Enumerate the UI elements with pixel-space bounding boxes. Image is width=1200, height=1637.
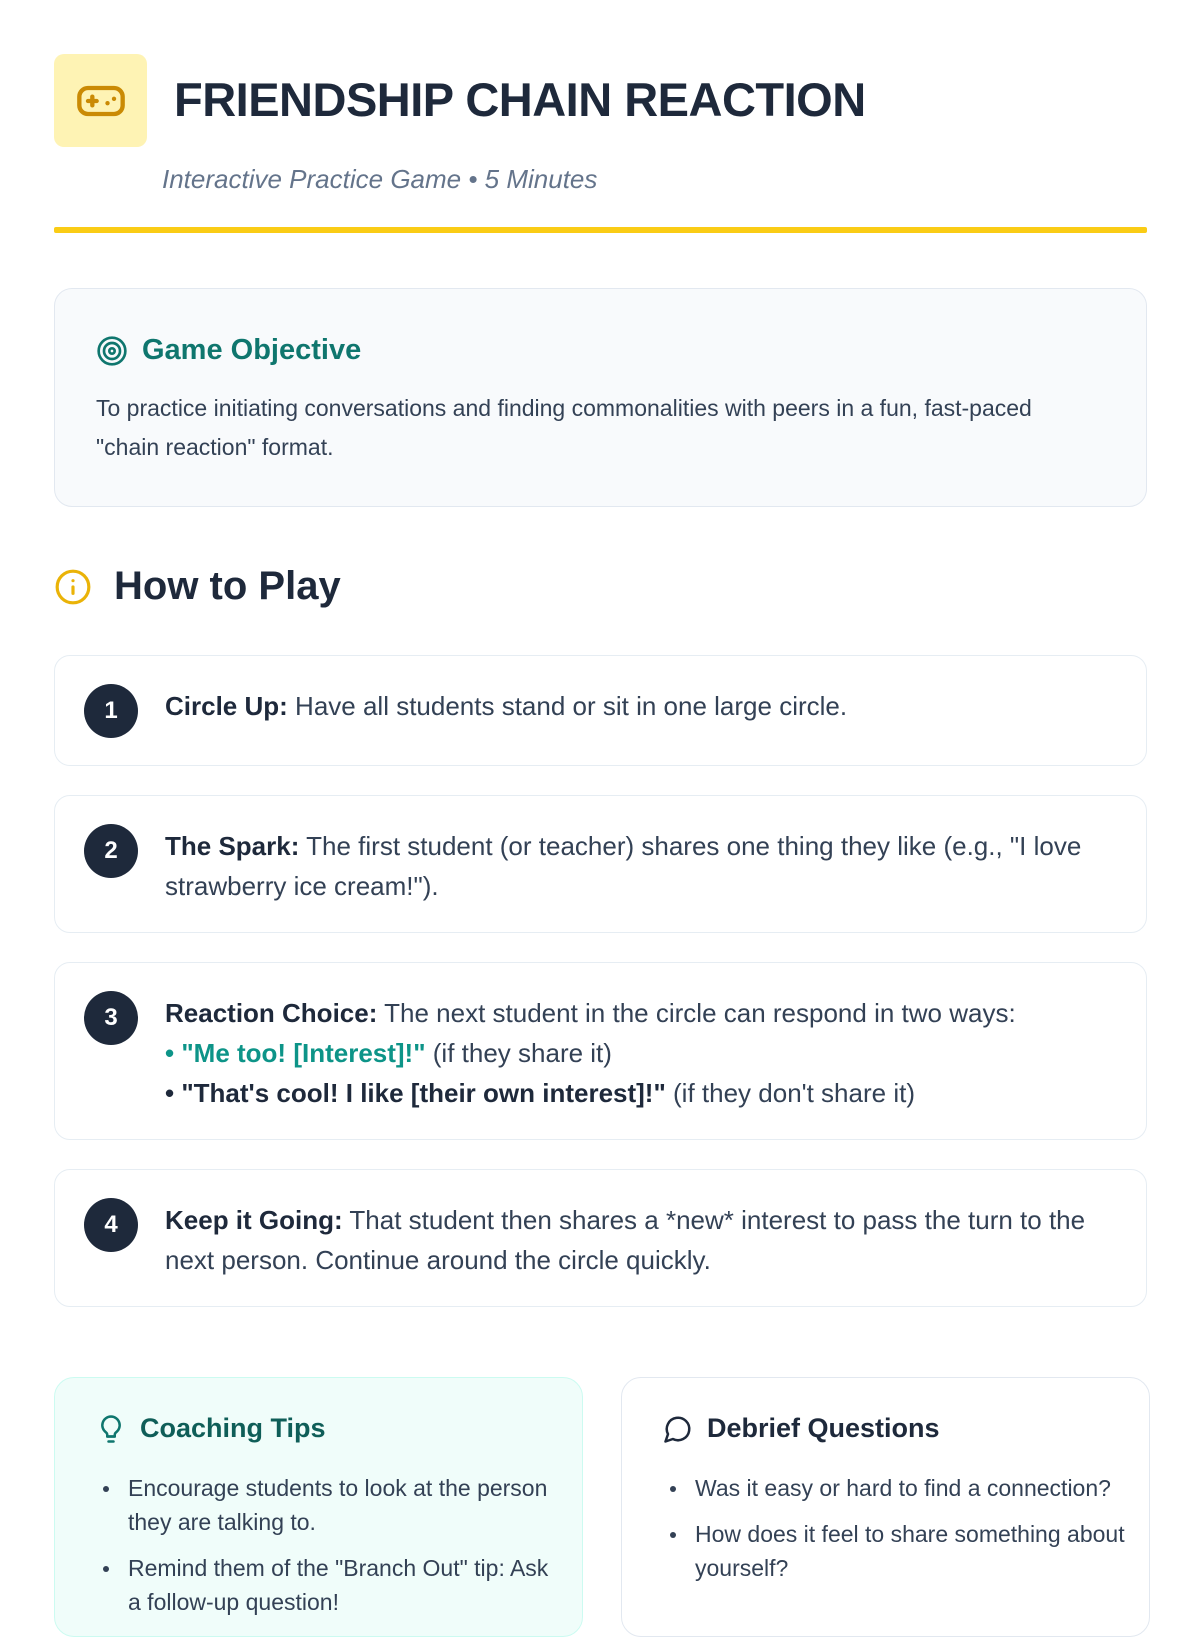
option-quote: "Me too! [Interest]!" bbox=[181, 1038, 426, 1068]
step-number-badge: 1 bbox=[84, 684, 138, 738]
gamepad-icon bbox=[75, 75, 127, 127]
debrief-heading: Debrief Questions bbox=[707, 1413, 940, 1443]
step-title: The Spark: bbox=[165, 831, 300, 861]
option-bullet: • bbox=[165, 1038, 175, 1068]
step-text bbox=[165, 993, 1125, 1113]
how-to-play-heading: How to Play bbox=[114, 564, 341, 608]
step-text bbox=[165, 826, 1125, 906]
list-item: How does it feel to share something about yourself? bbox=[695, 1517, 1125, 1585]
coaching-tips-list bbox=[128, 1471, 558, 1631]
step-title: Circle Up: bbox=[165, 691, 288, 721]
coaching-tips-heading-row bbox=[96, 1413, 326, 1444]
step-number-badge: 2 bbox=[84, 824, 138, 878]
debrief-heading-row bbox=[663, 1413, 940, 1444]
step-text bbox=[165, 1200, 1125, 1280]
page-subtitle: Interactive Practice Game • 5 Minutes bbox=[162, 164, 598, 194]
coaching-tips-card bbox=[54, 1377, 583, 1637]
coaching-tips-heading: Coaching Tips bbox=[140, 1413, 326, 1443]
chat-bubble-icon bbox=[663, 1414, 693, 1444]
list-item: Was it easy or hard to find a connection? bbox=[695, 1471, 1125, 1505]
lightbulb-icon bbox=[96, 1414, 126, 1444]
option-note: (if they don't share it) bbox=[665, 1078, 915, 1108]
step-title: Reaction Choice: bbox=[165, 998, 378, 1028]
step-description: The next student in the circle can respond in two ways: bbox=[377, 998, 1016, 1028]
step-text bbox=[165, 686, 1125, 726]
objective-card bbox=[54, 288, 1147, 507]
option-bullet: • bbox=[165, 1078, 175, 1108]
step-description: The first student (or teacher) shares one thing they like (e.g., "I love strawberry ice cream!"). bbox=[165, 831, 1082, 901]
objective-heading: Game Objective bbox=[142, 334, 362, 366]
page-title: FRIENDSHIP CHAIN REACTION bbox=[174, 73, 866, 126]
list-item: Remind them of the "Branch Out" tip: Ask a follow-up question! bbox=[128, 1551, 558, 1619]
how-to-play-heading-row bbox=[54, 564, 341, 609]
reaction-option bbox=[165, 1073, 1125, 1113]
objective-text: To practice initiating conversations and finding commonalities with peers in a fun, fast-paced "chain reaction" format. bbox=[96, 395, 1032, 460]
step-title: Keep it Going: bbox=[165, 1205, 343, 1235]
logo-tile bbox=[54, 54, 147, 147]
option-note: (if they share it) bbox=[425, 1038, 612, 1068]
target-icon bbox=[96, 335, 128, 367]
debrief-questions-card bbox=[621, 1377, 1150, 1637]
header-divider bbox=[54, 227, 1147, 233]
step-description: That student then shares a *new* interest to pass the turn to the next person. Continue around the circle quickly. bbox=[165, 1205, 1086, 1275]
step-description: Have all students stand or sit in one large circle. bbox=[287, 691, 848, 721]
step-card bbox=[54, 962, 1147, 1140]
step-intro-line bbox=[165, 993, 1125, 1033]
step-card bbox=[54, 795, 1147, 933]
option-quote: "That's cool! I like [their own interest]!" bbox=[181, 1078, 666, 1108]
step-number-badge: 3 bbox=[84, 991, 138, 1045]
objective-heading-row bbox=[96, 334, 361, 367]
step-number-badge: 4 bbox=[84, 1198, 138, 1252]
debrief-questions-list bbox=[695, 1471, 1125, 1597]
reaction-option bbox=[165, 1033, 1125, 1073]
step-card bbox=[54, 655, 1147, 766]
info-icon bbox=[54, 568, 92, 606]
step-card bbox=[54, 1169, 1147, 1307]
list-item: Encourage students to look at the person they are talking to. bbox=[128, 1471, 558, 1539]
